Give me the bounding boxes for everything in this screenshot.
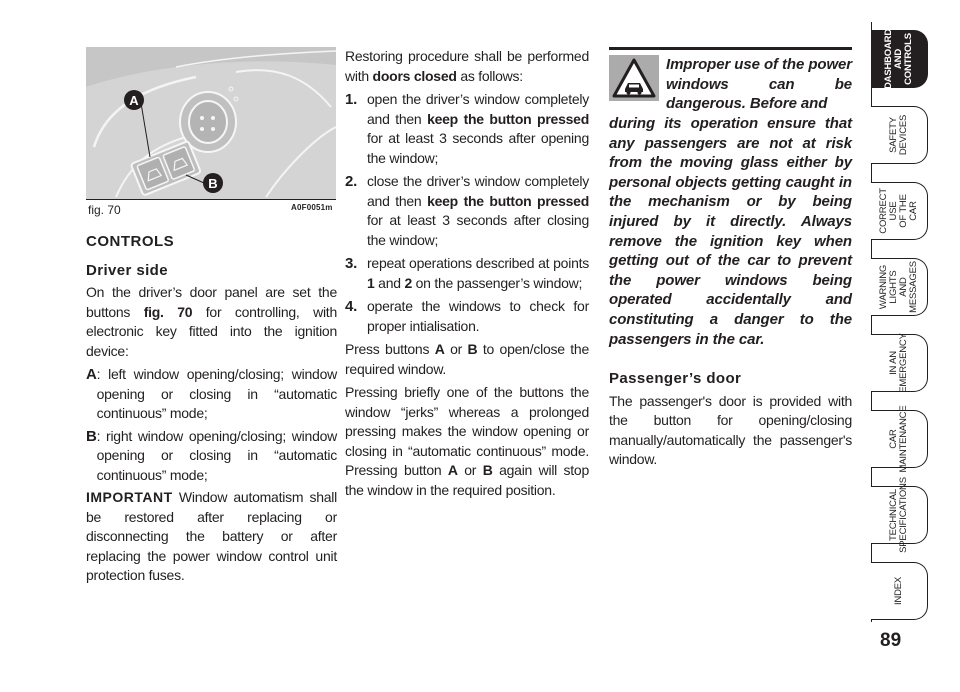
tab-label: CORRECT USE OF THE CAR	[878, 188, 919, 234]
chapter-tabs	[871, 22, 931, 622]
important-note	[86, 488, 337, 586]
callout-a	[124, 90, 144, 110]
pressing-text	[345, 383, 589, 500]
tab-label: DASHBOARD AND CONTROLS	[883, 29, 914, 89]
button-a-ref: A	[434, 341, 445, 357]
tab-warning-lights[interactable]	[871, 258, 928, 316]
step-bold: keep the button pressed	[427, 110, 589, 127]
tab-technical-specifications[interactable]	[871, 477, 928, 553]
step-2	[345, 172, 589, 250]
item-text: : left window opening/closing; window opening or closing in “automatic continuous” mode;	[96, 366, 337, 421]
figure-label: fig. 70	[88, 203, 121, 217]
callout-a-label: A	[129, 92, 139, 108]
press-text: to open/close the required window.	[345, 341, 589, 377]
warning-body	[609, 114, 852, 349]
callout-b-label: B	[208, 175, 218, 191]
left-column	[86, 232, 337, 590]
callout-b	[203, 173, 223, 193]
tab-safety-devices[interactable]	[871, 106, 928, 164]
button-b-ref: B	[482, 462, 493, 478]
item-mark: A	[86, 366, 97, 383]
tab-correct-use[interactable]	[871, 182, 928, 240]
passenger-section	[609, 369, 852, 474]
press-text: or	[444, 341, 468, 357]
step-number: 3.	[345, 255, 358, 272]
step-number: 4.	[345, 298, 358, 315]
step-text	[367, 254, 589, 293]
list-item	[86, 427, 337, 486]
step-bold: keep the button pressed	[427, 192, 589, 209]
item-mark: B	[86, 427, 97, 445]
step-text-part: on the passenger’s window;	[411, 274, 583, 291]
press-text: Press buttons	[345, 341, 435, 357]
step-bold: 1	[367, 274, 375, 291]
warning-head-text: Improper use of the power windows can be dangerous. Before and	[666, 56, 852, 113]
step-4	[345, 297, 589, 336]
step-text-part: for at least 3 seconds after closing the window;	[367, 212, 589, 248]
step-3	[345, 254, 589, 293]
pressing-text-part: again will stop the window in the required position.	[345, 462, 589, 498]
restoring-text-end: as follows:	[456, 67, 523, 84]
tab-car-maintenance[interactable]	[871, 405, 928, 473]
warning-head	[666, 55, 852, 114]
middle-column	[345, 47, 589, 504]
tab-label: SAFETY DEVICES	[888, 114, 909, 156]
figure-door-panel	[86, 47, 336, 199]
tab-label: CAR MAINTENANCE	[888, 405, 909, 473]
button-a-ref: A	[447, 462, 458, 478]
step-text-part: repeat operations described at points	[367, 255, 589, 271]
step-bold: 2	[404, 274, 412, 291]
pressing-text-part: or	[457, 462, 483, 478]
important-label: IMPORTANT	[86, 489, 173, 505]
figure-rule	[86, 199, 336, 200]
tab-dashboard-and-controls[interactable]	[871, 30, 928, 88]
restoring-intro	[345, 47, 589, 86]
tab-index[interactable]	[871, 562, 928, 620]
tab-label: WARNING LIGHTS AND MESSAGES	[878, 261, 919, 313]
step-1	[345, 90, 589, 168]
tab-label: IN AN EMERGENCY	[888, 333, 909, 393]
important-text: Window automatism shall be restored after replacing or disconnecting the battery or after replacing the power window control unit protection fuses.	[86, 489, 337, 583]
step-text: operate the windows to check for proper intialisation.	[367, 298, 589, 334]
press-buttons-text	[345, 340, 589, 379]
list-item	[86, 365, 337, 424]
warning-rule	[609, 47, 852, 50]
item-text: : right window opening/closing; window opening or closing in “automatic continuous” mode;	[96, 427, 337, 483]
button-b-ref: B	[467, 341, 478, 357]
pressing-text-part: Pressing briefly one of the buttons the window “jerks” whereas a prolonged pressing makes the window opening or closing in “automatic continuous” mode. Pressing button	[345, 384, 589, 478]
passenger-heading: Passenger’s door	[609, 370, 742, 387]
step-text-part: close the driver’s window completely and then	[367, 173, 589, 209]
page-number: 89	[880, 630, 902, 651]
fig-reference: fig. 70	[143, 303, 193, 320]
step-text	[367, 90, 589, 168]
doors-closed: doors closed	[372, 67, 457, 84]
intro-text-end: for controlling, with electronic key fitted into the ignition device:	[86, 303, 337, 359]
step-number: 2.	[345, 173, 358, 190]
step-number: 1.	[345, 91, 358, 108]
tab-label: TECHNICAL SPECIFICATIONS	[888, 477, 909, 553]
driver-side-intro	[86, 283, 337, 361]
tab-label: INDEX	[893, 576, 904, 606]
warning-body-text: during its operation ensure that any passengers are not at risk from the moving glass either by personal objects getting caught in the mechanism or by being injured by it directly. Always remove the ignition key when getting out of the car to prevent the power windows being operated accidentally and constituting a danger to the passengers in the car.	[609, 115, 852, 348]
passenger-text: The passenger's door is provided with the button for opening/closing manually/automatically the passenger's window.	[609, 392, 852, 467]
intro-text: On the driver’s door panel are set the buttons	[86, 284, 337, 320]
step-text-part: for at least 3 seconds after opening the window;	[367, 130, 589, 166]
figure-code: A0F0051m	[291, 203, 333, 212]
step-text	[367, 172, 589, 250]
driver-side-heading: Driver side	[86, 261, 168, 279]
warning-icon	[609, 55, 659, 101]
step-text-part: and	[374, 274, 405, 291]
tab-emergency[interactable]	[871, 334, 928, 392]
controls-heading: CONTROLS	[86, 233, 175, 250]
step-text-part: open the driver’s window completely and then	[367, 91, 589, 127]
restoring-text: Restoring procedure shall be performed with	[345, 48, 589, 84]
